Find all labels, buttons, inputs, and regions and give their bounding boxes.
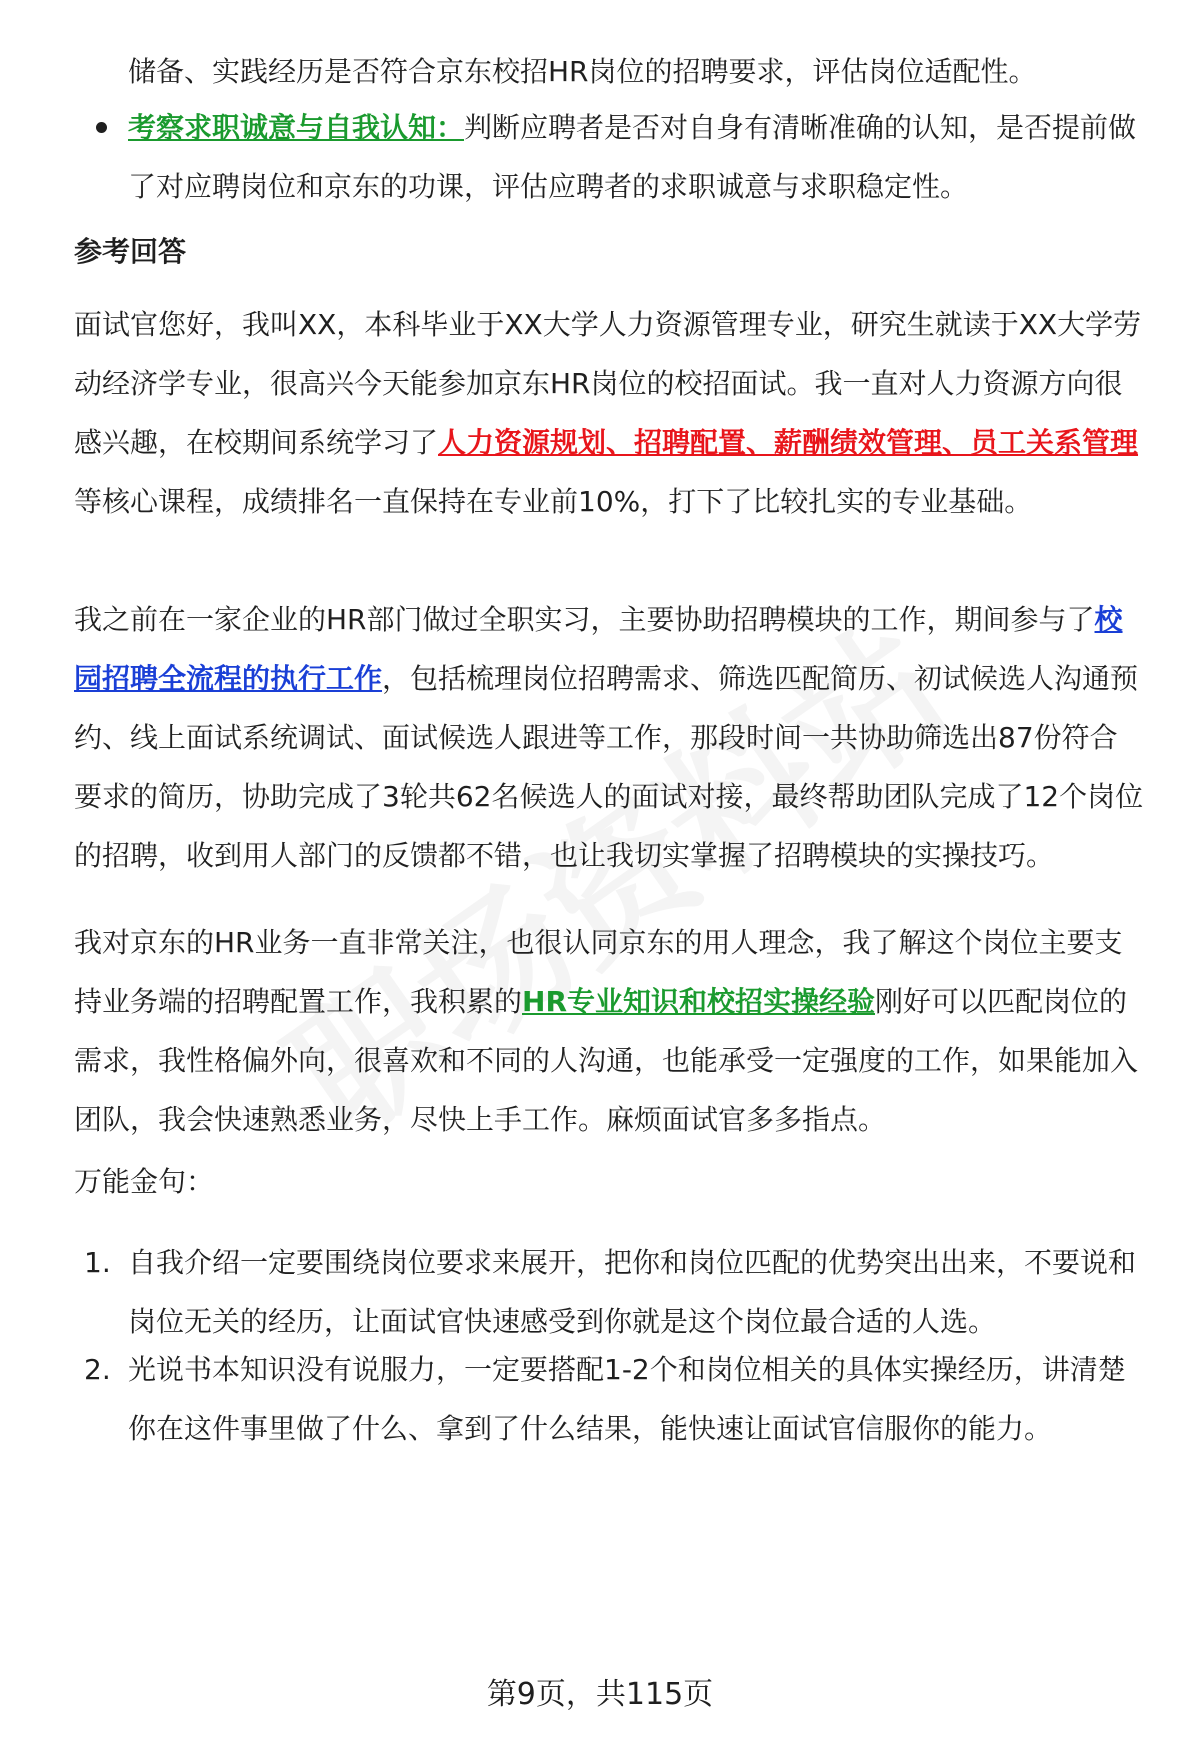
paragraph-1-text-a: 面试官您好，我叫XX，本科毕业于XX大学人力资源管理专业，研究生就读于XX大学劳动经济学专业，很高兴今天能参加京东HR岗位的校招面试。我一直对人力资源方向很感兴趣，在校期间系统学习了 [74,308,1142,459]
paragraph-2-text-b: ，包括梳理岗位招聘需求、筛选匹配简历、初试候选人沟通预约、线上面试系统调试、面试候选人跟进等工作，那段时间一共协助筛选出87份符合要求的简历，协助完成了3轮共62名候选人的面试对接，最终帮助团队完成了12个岗位的招聘，收到用人部门的反馈都不错，也让我切实掌握了招聘模块的实操技巧。 [74,662,1144,872]
golden-item-1-number: 1. [84,1246,111,1279]
bullet-item [128,98,1144,216]
paragraph-2 [74,590,1144,885]
golden-item-1: 自我介绍一定要围绕岗位要求来展开，把你和岗位匹配的优势突出出来，不要说和岗位无关的经历，让面试官快速感受到你就是这个岗位最合适的人选。 [128,1246,1137,1338]
paragraph-1-text-b: 等核心课程，成绩排名一直保持在专业前10%，打下了比较扎实的专业基础。 [74,485,1033,518]
bullet-label: 考察求职诚意与自我认知： [128,111,465,144]
paragraph-2-highlight: 校园招聘全流程的执行工作 [74,603,1123,695]
page-footer: 第9页，共115页 [486,1677,714,1712]
intro-continuation: 储备、实践经历是否符合京东校招HR岗位的招聘要求，评估岗位适配性。 [128,55,1037,88]
golden-item-2-number: 2. [84,1353,111,1386]
paragraph-1-highlight: 人力资源规划、招聘配置、薪酬绩效管理、员工关系管理 [438,426,1139,459]
paragraph-3-text-a: 我对京东的HR业务一直非常关注，也很认同京东的用人理念，我了解这个岗位主要支持业务端的招聘配置工作，我积累的 [74,926,1123,1018]
bullet-dot-icon [96,122,107,133]
reference-heading: 参考回答 [74,235,187,268]
paragraph-3 [74,913,1144,1149]
paragraph-3-text-b: 刚好可以匹配岗位的需求，我性格偏外向，很喜欢和不同的人沟通，也能承受一定强度的工作，如果能加入团队，我会快速熟悉业务，尽快上手工作。麻烦面试官多多指点。 [74,985,1139,1136]
paragraph-3-highlight: HR专业知识和校招实操经验 [522,985,876,1018]
paragraph-2-text-a: 我之前在一家企业的HR部门做过全职实习，主要协助招聘模块的工作，期间参与了 [74,603,1095,636]
golden-item-2: 光说书本知识没有说服力，一定要搭配1-2个和岗位相关的具体实操经历，讲清楚你在这件事里做了什么、拿到了什么结果，能快速让面试官信服你的能力。 [128,1353,1126,1445]
golden-heading: 万能金句： [74,1165,215,1198]
bullet-text: 判断应聘者是否对自身有清晰准确的认知，是否提前做了对应聘岗位和京东的功课，评估应聘者的求职诚意与求职稳定性。 [128,111,1137,203]
paragraph-1 [74,295,1144,531]
